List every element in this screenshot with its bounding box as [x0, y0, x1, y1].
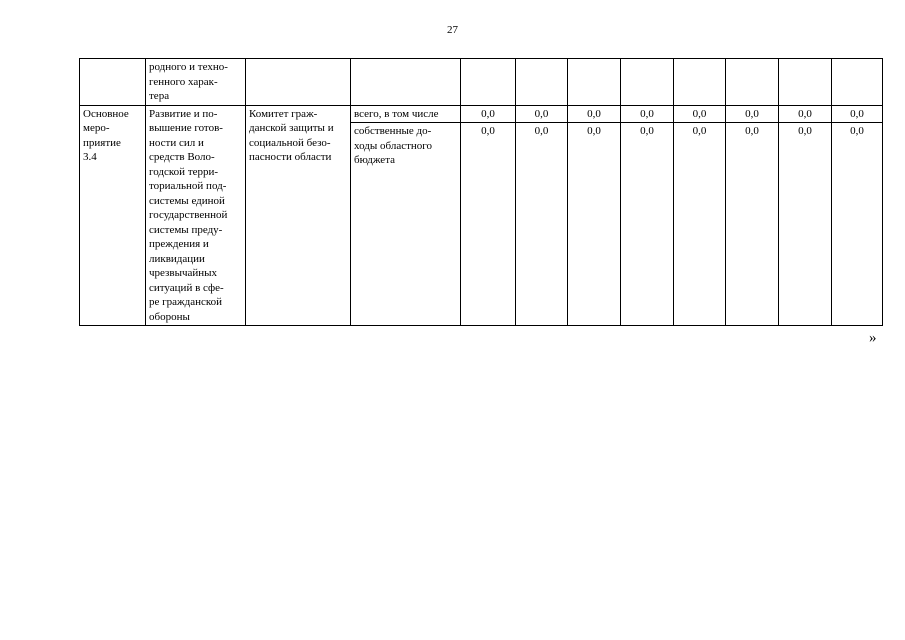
value-cell [568, 59, 621, 106]
value-cell: 0,0 [568, 105, 621, 123]
value-cell [621, 59, 674, 106]
value-cell [461, 59, 516, 106]
activity-name-text: Развитие и по- вышение готов- ности сил и средств Воло- годской терри- ториальной под- системы единой государственной системы преду- преждения и ликвидации чрезвычайных ситуаций в сфе- ре гражданской обороны [149, 107, 228, 323]
value-cell [726, 59, 779, 106]
value-cell: 0,0 [621, 123, 674, 326]
value-cell [832, 59, 883, 106]
value-cell: 0,0 [516, 123, 568, 326]
value-cell: 0,0 [726, 123, 779, 326]
value-cell: 0,0 [461, 105, 516, 123]
value-cell: 0,0 [726, 105, 779, 123]
value-cell: 0,0 [779, 123, 832, 326]
source-cell [351, 123, 461, 326]
value-cell [516, 59, 568, 106]
executor-text: Комитет граж- данской защиты и социальной безо- пасности области [249, 107, 334, 163]
closing-quote: » [869, 330, 877, 346]
value-cell: 0,0 [516, 105, 568, 123]
value-cell: 0,0 [568, 123, 621, 326]
value-cell: 0,0 [832, 105, 883, 123]
value-cell: 0,0 [674, 123, 726, 326]
budget-table [79, 58, 883, 326]
source-text: собственные до- ходы областного бюджета [354, 125, 433, 167]
activity-label-cell [80, 105, 146, 326]
page-number: 27 [447, 24, 458, 36]
value-cell: 0,0 [621, 105, 674, 123]
activity-name-cell [146, 105, 246, 326]
source-text: всего, в том числе [354, 107, 439, 120]
table-row [80, 59, 883, 106]
value-cell [779, 59, 832, 106]
value-cell: 0,0 [779, 105, 832, 123]
source-cell [351, 105, 461, 123]
value-cell: 0,0 [461, 123, 516, 326]
activity-name-cell [146, 59, 246, 106]
activity-label-cell [80, 59, 146, 106]
activity-name-text: родного и техно- генного харак- тера [149, 61, 228, 102]
source-cell [351, 59, 461, 106]
activity-label-text: Основное меро- приятие 3.4 [83, 107, 129, 163]
table-row [80, 105, 883, 123]
value-cell: 0,0 [832, 123, 883, 326]
value-cell [674, 59, 726, 106]
value-cell: 0,0 [674, 105, 726, 123]
executor-cell [246, 105, 351, 326]
executor-cell [246, 59, 351, 106]
